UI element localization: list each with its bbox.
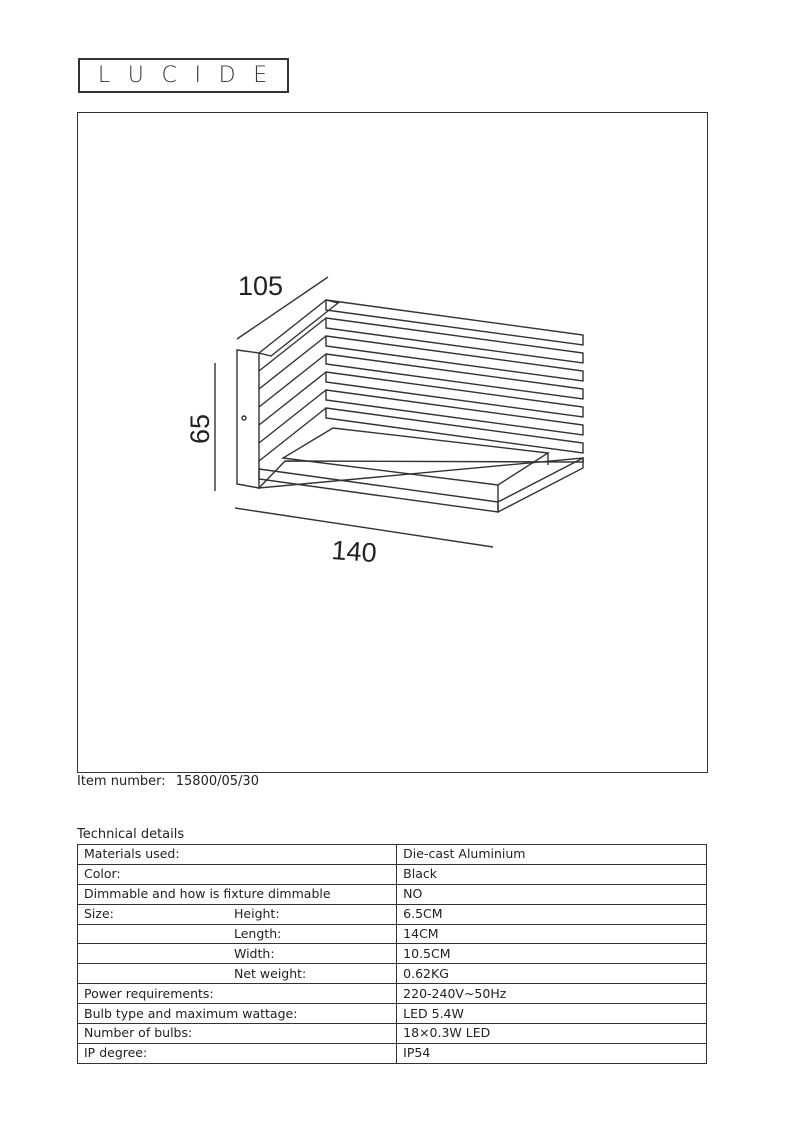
spec-label-cell <box>78 924 397 944</box>
depth-dimension-label: 105 <box>238 271 284 301</box>
spec-label-cell <box>78 1004 397 1024</box>
spec-value: 10.5CM <box>397 944 707 964</box>
slat-5 <box>326 372 583 417</box>
spec-label: Color: <box>84 866 121 882</box>
spec-label-cell <box>78 864 397 884</box>
back-plate <box>237 350 259 488</box>
slat-1 <box>326 300 583 345</box>
logo-letter: D <box>218 63 238 88</box>
spec-value: Black <box>397 864 707 884</box>
logo-letter: I <box>194 63 203 88</box>
item-number-value: 15800/05/30 <box>175 774 259 789</box>
spec-value: NO <box>397 884 707 904</box>
spec-label-cell <box>78 984 397 1004</box>
item-number-label: Item number: <box>77 774 166 789</box>
spec-label: IP degree: <box>84 1045 148 1061</box>
spec-value: 220-240V~50Hz <box>397 984 707 1004</box>
brand-logo <box>78 58 289 93</box>
item-number <box>77 774 259 789</box>
spec-label: Dimmable and how is fixture dimmable <box>84 886 331 902</box>
logo-letter: U <box>127 63 146 88</box>
base-side <box>498 458 583 512</box>
logo-letter: L <box>97 63 113 88</box>
spec-value: 14CM <box>397 924 707 944</box>
slat-2 <box>326 318 583 363</box>
technical-details-title: Technical details <box>77 827 185 842</box>
length-dimension-label: 140 <box>330 535 378 569</box>
slat-4 <box>326 354 583 399</box>
table-row <box>78 1024 707 1044</box>
spec-label: Number of bulbs: <box>84 1025 193 1041</box>
table-row <box>78 845 707 865</box>
spec-label-cell <box>78 944 397 964</box>
spec-label: Bulb type and maximum wattage: <box>84 1005 298 1021</box>
spec-sublabel: Height: <box>234 906 280 922</box>
spec-label: Materials used: <box>84 846 180 862</box>
spec-value: 18×0.3W LED <box>397 1024 707 1044</box>
base-front <box>259 469 498 512</box>
technical-drawing <box>77 112 708 773</box>
mounting-hole <box>242 416 246 420</box>
spec-label-cell <box>78 1024 397 1044</box>
spec-value: LED 5.4W <box>397 1004 707 1024</box>
table-row <box>78 924 707 944</box>
spec-label: Size: <box>84 906 114 922</box>
table-row <box>78 864 707 884</box>
table-row <box>78 884 707 904</box>
spec-sublabel: Length: <box>234 926 282 941</box>
table-row <box>78 1043 707 1063</box>
spec-label-cell <box>78 964 397 984</box>
table-row <box>78 1004 707 1024</box>
spec-label: Power requirements: <box>84 985 214 1001</box>
spec-label-cell <box>78 904 397 924</box>
table-row <box>78 964 707 984</box>
spec-label-cell <box>78 884 397 904</box>
height-dimension-label: 65 <box>185 413 215 444</box>
logo-letter: C <box>161 63 179 88</box>
technical-details-table <box>77 844 707 1064</box>
spec-value: Die-cast Aluminium <box>397 845 707 865</box>
logo-wordmark <box>80 60 287 91</box>
spec-value: 0.62KG <box>397 964 707 984</box>
table-row <box>78 984 707 1004</box>
slat-7 <box>326 408 583 453</box>
spec-label-cell <box>78 845 397 865</box>
spec-sublabel: Width: <box>234 945 275 961</box>
slat-6 <box>326 390 583 435</box>
spec-value: 6.5CM <box>397 904 707 924</box>
slat-3 <box>326 336 583 381</box>
spec-value: IP54 <box>397 1043 707 1063</box>
logo-letter: E <box>253 63 270 88</box>
base-inner <box>283 428 548 485</box>
spec-sublabel: Net weight: <box>234 965 307 981</box>
spec-label-cell <box>78 1043 397 1063</box>
table-row <box>78 904 707 924</box>
table-row <box>78 944 707 964</box>
fixture-drawing-svg <box>78 113 709 774</box>
